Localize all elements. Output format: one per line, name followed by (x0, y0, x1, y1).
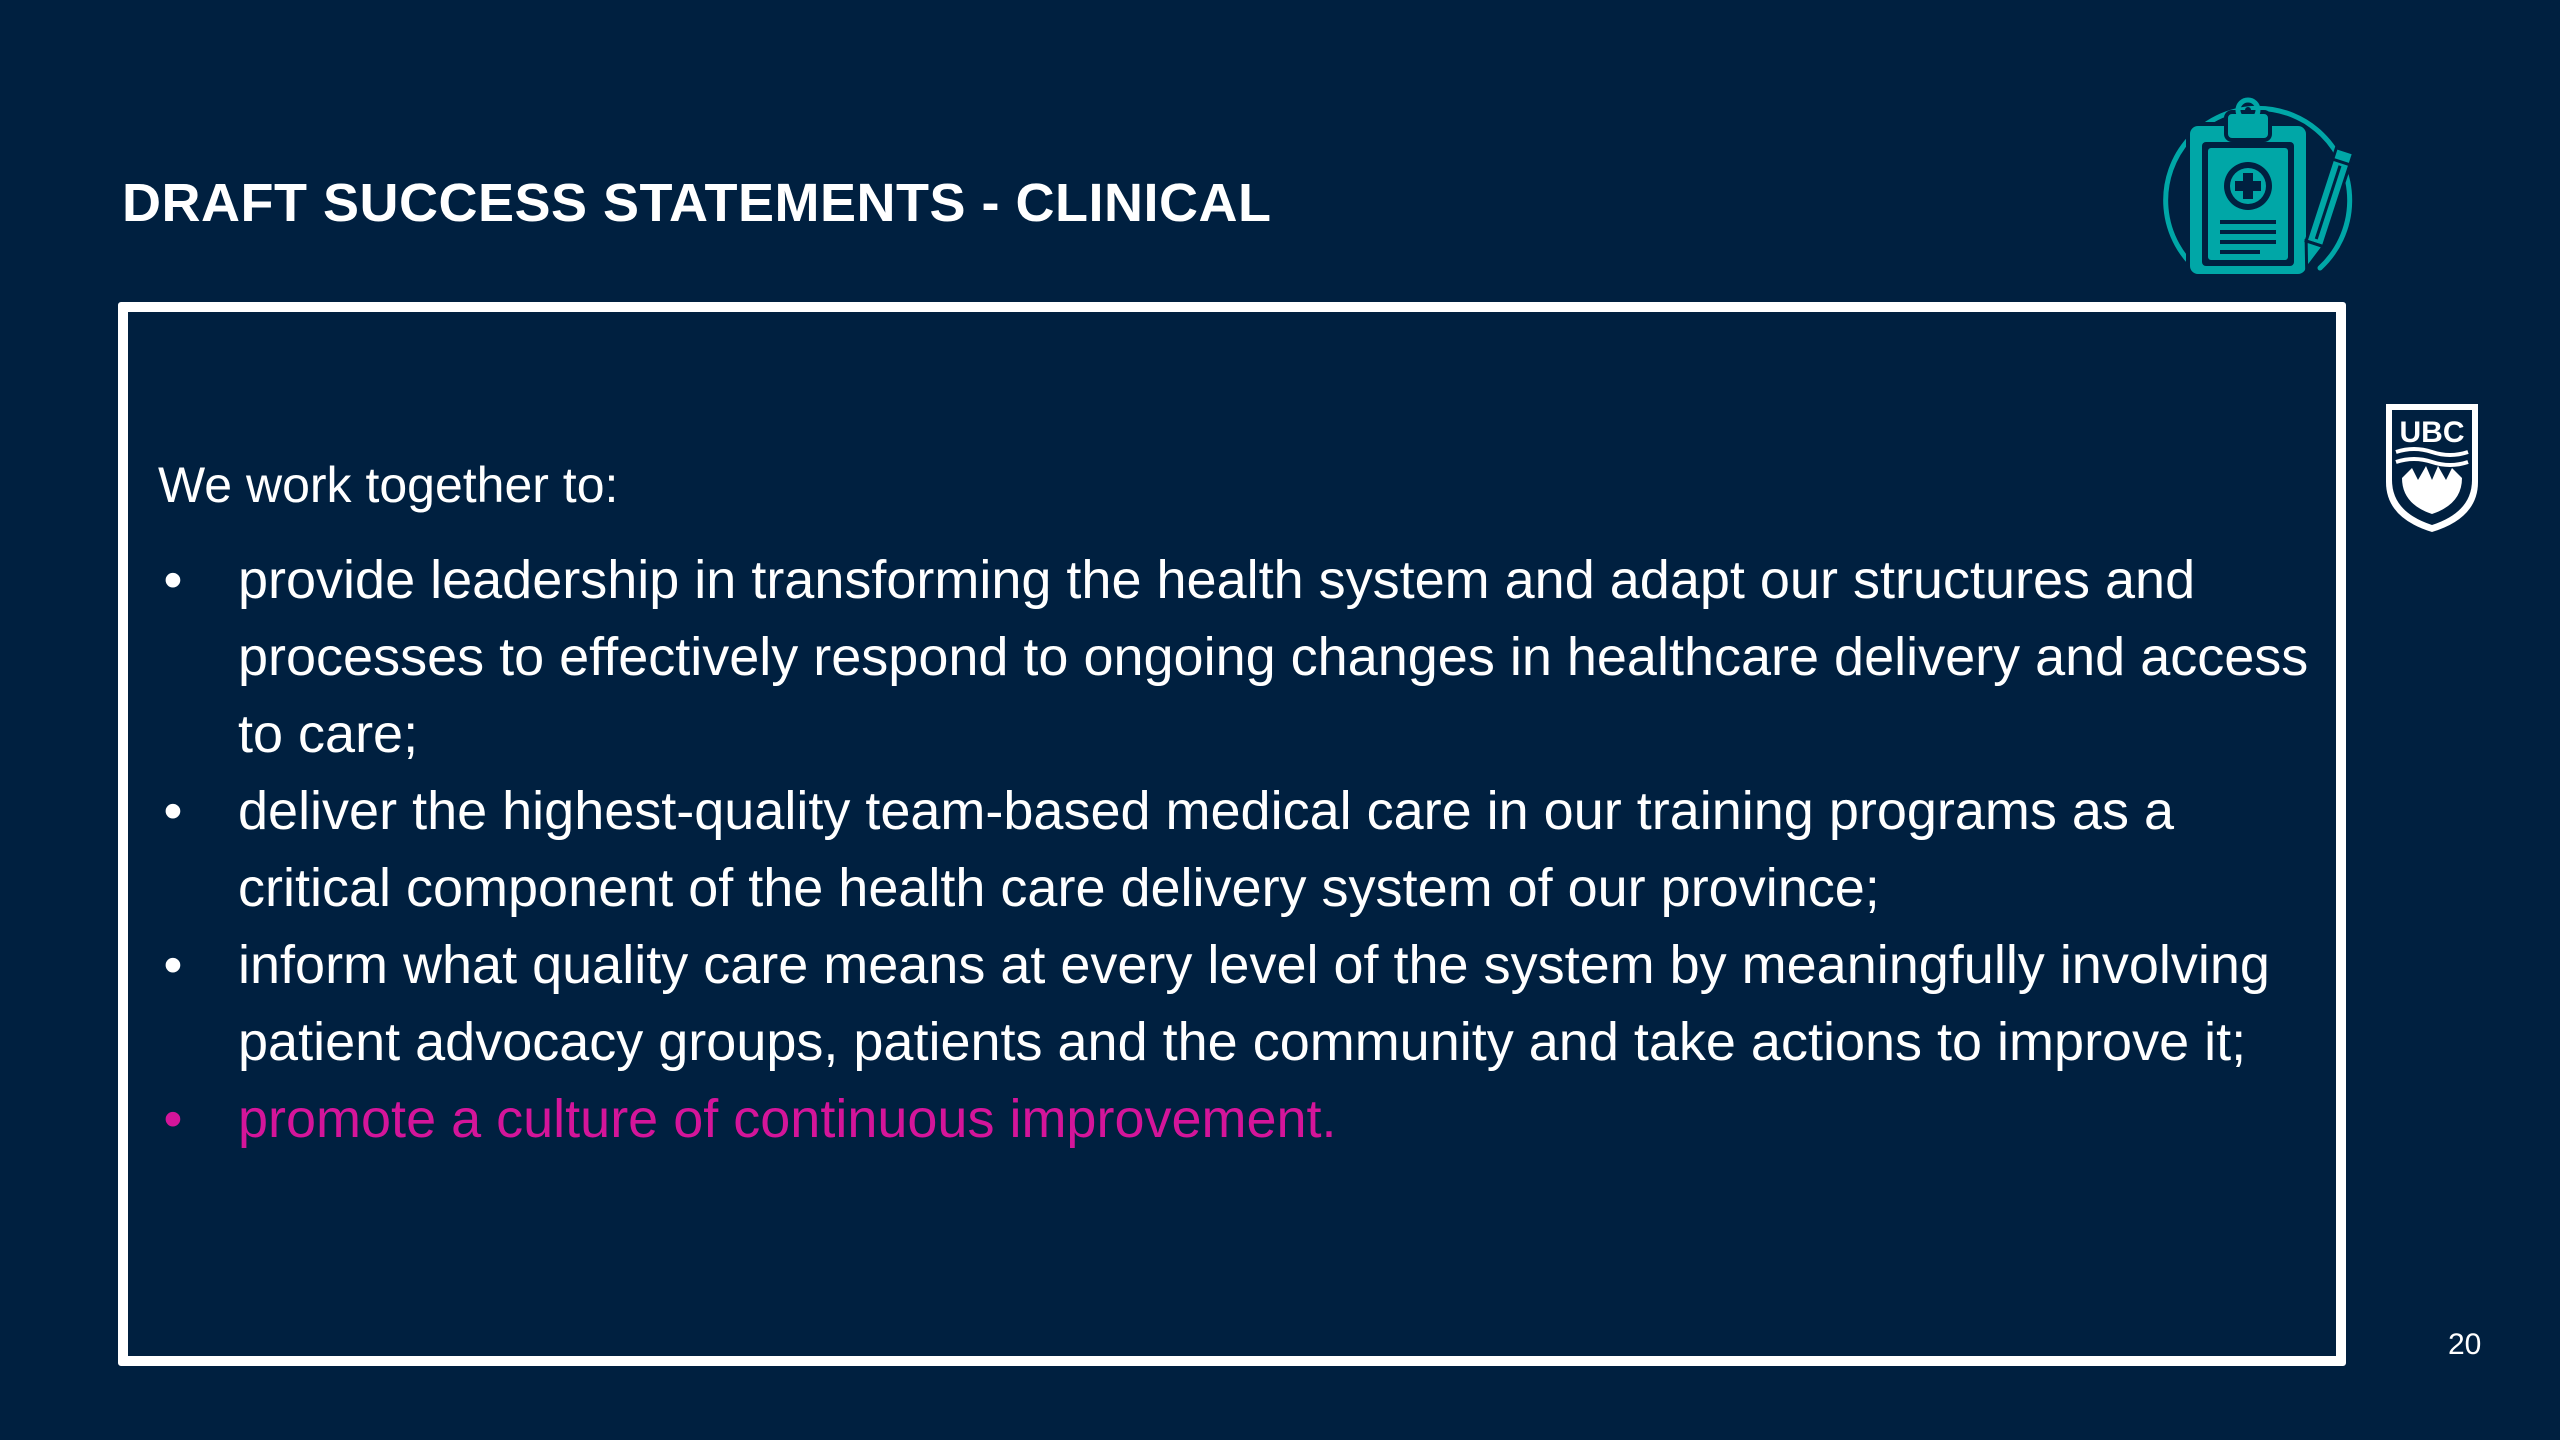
bullet-dot: • (163, 935, 183, 995)
bullet-item-highlighted (158, 1081, 2338, 1158)
bullet-list (158, 542, 2338, 1158)
bullet-item (158, 542, 2338, 773)
ubc-shield-icon (2382, 400, 2482, 536)
bullet-text: provide leadership in transforming the health system and adapt our structures and processes to effectively respond to ongoing changes in healthcare delivery and access to care; (238, 550, 2309, 764)
ubc-logo-text: UBC (2399, 416, 2465, 449)
bullet-text: promote a culture of continuous improvement. (238, 1089, 1337, 1149)
bullet-dot: • (163, 1089, 183, 1149)
bullet-item (158, 927, 2338, 1081)
intro-text: We work together to: (158, 457, 619, 513)
bullet-item (158, 773, 2338, 927)
bullet-text: deliver the highest-quality team-based medical care in our training programs as a critical component of the health care delivery system of our province; (238, 781, 2174, 918)
slide-title: DRAFT SUCCESS STATEMENTS - CLINICAL (122, 173, 1272, 233)
bullet-dot: • (163, 550, 183, 610)
bullet-dot: • (163, 781, 183, 841)
content-box (118, 302, 2346, 1366)
bullet-text: inform what quality care means at every level of the system by meaningfully involving patient advocacy groups, patients and the community and take actions to improve it; (238, 935, 2270, 1072)
page-number: 20 (2448, 1328, 2482, 1361)
clipboard-medical-icon (2150, 86, 2356, 286)
